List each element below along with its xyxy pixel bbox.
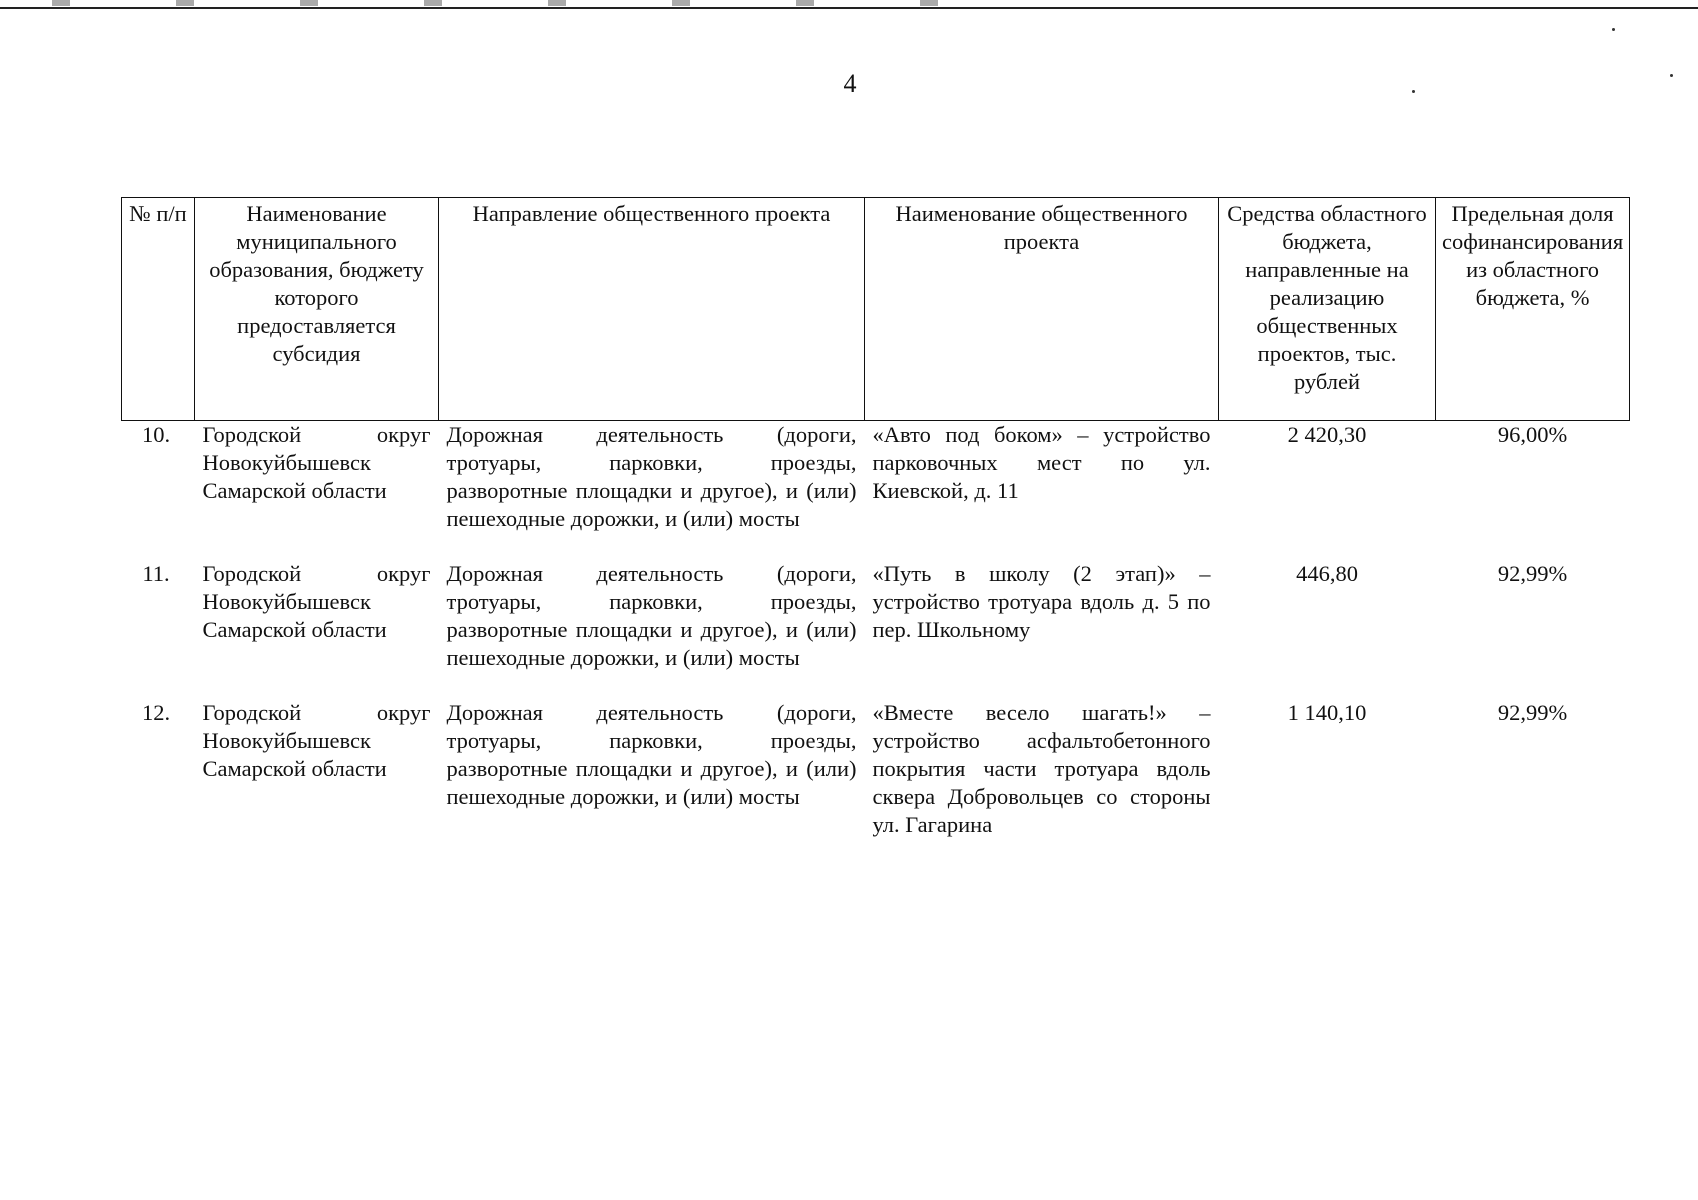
row-funds: 446,80 bbox=[1296, 561, 1358, 586]
scan-speck bbox=[1612, 28, 1615, 31]
table-header-row bbox=[122, 198, 1630, 421]
row-project-name: «Путь в школу (2 этап)» – устройство тротуара вдоль д. 5 по пер. Школьному bbox=[872, 561, 1211, 642]
row-funds: 1 140,10 bbox=[1287, 700, 1367, 725]
row-share: 96,00% bbox=[1497, 422, 1568, 447]
row-direction: Дорожная деятельность (дороги, тротуары, парковки, проезды, разворотные площадки и другое), и (или) пешеходные дорожки, и (или) мосты bbox=[446, 422, 857, 531]
header-share: Предельная доля софинансирования из областного бюджета, % bbox=[1436, 198, 1630, 421]
row-municipality: Городской округ Новокуйбышевск Самарской области bbox=[202, 700, 431, 781]
subsidy-table bbox=[121, 197, 1630, 849]
row-share: 92,99% bbox=[1497, 700, 1568, 725]
row-num: 12. bbox=[141, 700, 171, 725]
row-municipality: Городской округ Новокуйбышевск Самарской области bbox=[202, 561, 431, 642]
row-share: 92,99% bbox=[1497, 561, 1568, 586]
header-direction: Направление общественного проекта bbox=[439, 198, 865, 421]
table-row bbox=[122, 699, 1630, 849]
header-project-name: Наименование общественного проекта bbox=[865, 198, 1219, 421]
header-municipality: Наименование муниципального образования, бюджету которого предоставляется субсидия bbox=[195, 198, 439, 421]
row-project-name: «Авто под боком» – устройство парковочных мест по ул. Киевской, д. 11 bbox=[872, 422, 1211, 503]
row-direction: Дорожная деятельность (дороги, тротуары, парковки, проезды, разворотные площадки и другое), и (или) пешеходные дорожки, и (или) мосты bbox=[446, 561, 857, 670]
page-number: 4 bbox=[843, 69, 857, 98]
scan-speck bbox=[1670, 74, 1673, 77]
header-funds: Средства областного бюджета, направленные на реализацию общественных проектов, тыс. рублей bbox=[1219, 198, 1436, 421]
table-row bbox=[122, 421, 1630, 561]
scan-speck bbox=[1412, 90, 1415, 93]
scan-top-dashes bbox=[0, 0, 940, 6]
header-num: № п/п bbox=[122, 198, 195, 421]
row-num: 11. bbox=[142, 561, 170, 586]
row-funds: 2 420,30 bbox=[1287, 422, 1367, 447]
scan-top-rule bbox=[0, 7, 1698, 9]
row-direction: Дорожная деятельность (дороги, тротуары, парковки, проезды, разворотные площадки и другое), и (или) пешеходные дорожки, и (или) мосты bbox=[446, 700, 857, 809]
table-row bbox=[122, 560, 1630, 699]
row-municipality: Городской округ Новокуйбышевск Самарской области bbox=[202, 422, 431, 503]
row-project-name: «Вместе весело шагать!» – устройство асфальтобетонного покрытия части тротуара вдоль сквера Добровольцев со стороны ул. Гагарина bbox=[872, 700, 1211, 837]
row-num: 10. bbox=[141, 422, 171, 447]
